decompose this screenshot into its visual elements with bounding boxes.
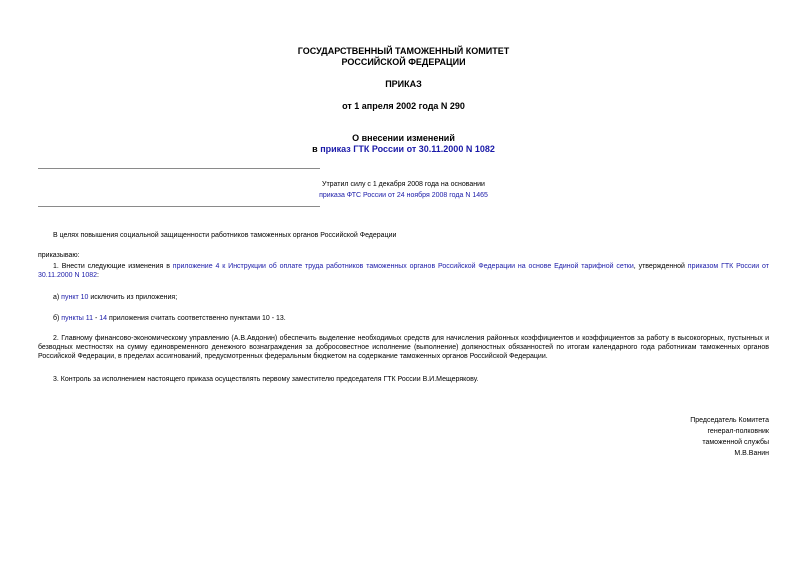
document-subject-line-1: О внесении изменений [352, 133, 455, 143]
order-word: приказываю: [38, 252, 80, 259]
signer-service: таможенной службы [702, 439, 769, 446]
item-2-paragraph: 2. Главному финансово-экономическому управлению (А.В.Авдонин) обеспечить выделение необходимых средств для начисления районных коэффициентов и коэффициентов за работу в высокогорных, пустынных и безводных местностях на сумму единовременного денежного вознаграждения за добросовестное исполнение (выполнение) должностных обязанностей по итогам календарного года работникам таможенных органов Российской Федерации, в пределах ассигнований, предусмотренных федеральным бюджетом на содержание таможенных органов Российской Федерации. [38, 335, 769, 360]
signature-block [690, 415, 769, 459]
status-note: Утратил силу с 1 декабря 2008 года на основании [322, 181, 485, 188]
repeal-order-link[interactable]: приказа ФТС России от 24 ноября 2008 года N 1465 [319, 192, 488, 199]
point-11-link[interactable]: пункты 11 [61, 315, 94, 322]
item-b-paragraph [38, 314, 769, 323]
item-1-paragraph [38, 262, 769, 280]
item-a-paragraph [38, 293, 769, 302]
signer-rank: генерал-полковник [707, 428, 769, 435]
item-3-paragraph: 3. Контроль за исполнением настоящего приказа осуществлять первому заместителю председателя ГТК России В.И.Мещерякову. [53, 376, 479, 383]
document-subject-line-2 [0, 144, 807, 155]
item-b-dash: - [93, 315, 100, 322]
document-date-number: от 1 апреля 2002 года N 290 [342, 101, 465, 111]
status-divider-top [38, 168, 320, 169]
order-1082-link[interactable]: приказом ГТК России от 30.11.2000 N 1082 [38, 263, 769, 279]
appendix-4-link[interactable]: приложение 4 к Инструкции об оплате труда работников таможенных органов Российской Федерации на основе Единой тарифной сетки [172, 263, 634, 270]
point-14-link[interactable]: 14 [99, 315, 108, 322]
signer-position: Председатель Комитета [690, 417, 769, 424]
subject-prefix: в [312, 144, 321, 154]
agency-name-line-1: ГОСУДАРСТВЕННЫЙ ТАМОЖЕННЫЙ КОМИТЕТ [297, 46, 510, 56]
item-1-text: 1. Внести следующие изменения в [53, 263, 173, 270]
agency-name-line-2: РОССИЙСКОЙ ФЕДЕРАЦИИ [341, 57, 466, 67]
amended-order-link[interactable]: приказ ГТК России от 30.11.2000 N 1082 [320, 144, 495, 154]
document-type: ПРИКАЗ [385, 79, 422, 89]
item-1-text-2: , утвержденной [633, 263, 688, 270]
item-a-label: а) [53, 294, 62, 301]
point-10-link[interactable]: пункт 10 [61, 294, 89, 301]
item-b-label: б) [53, 315, 62, 322]
item-a-text: исключить из приложения; [88, 294, 178, 301]
intro-paragraph: В целях повышения социальной защищенности работников таможенных органов Российской Федерации [53, 232, 397, 239]
status-divider-bottom [38, 206, 320, 207]
signer-name: М.В.Ванин [734, 450, 769, 457]
item-b-text: приложения считать соответственно пунктами 10 - 13. [107, 315, 286, 322]
item-1-text-3: : [97, 272, 99, 279]
